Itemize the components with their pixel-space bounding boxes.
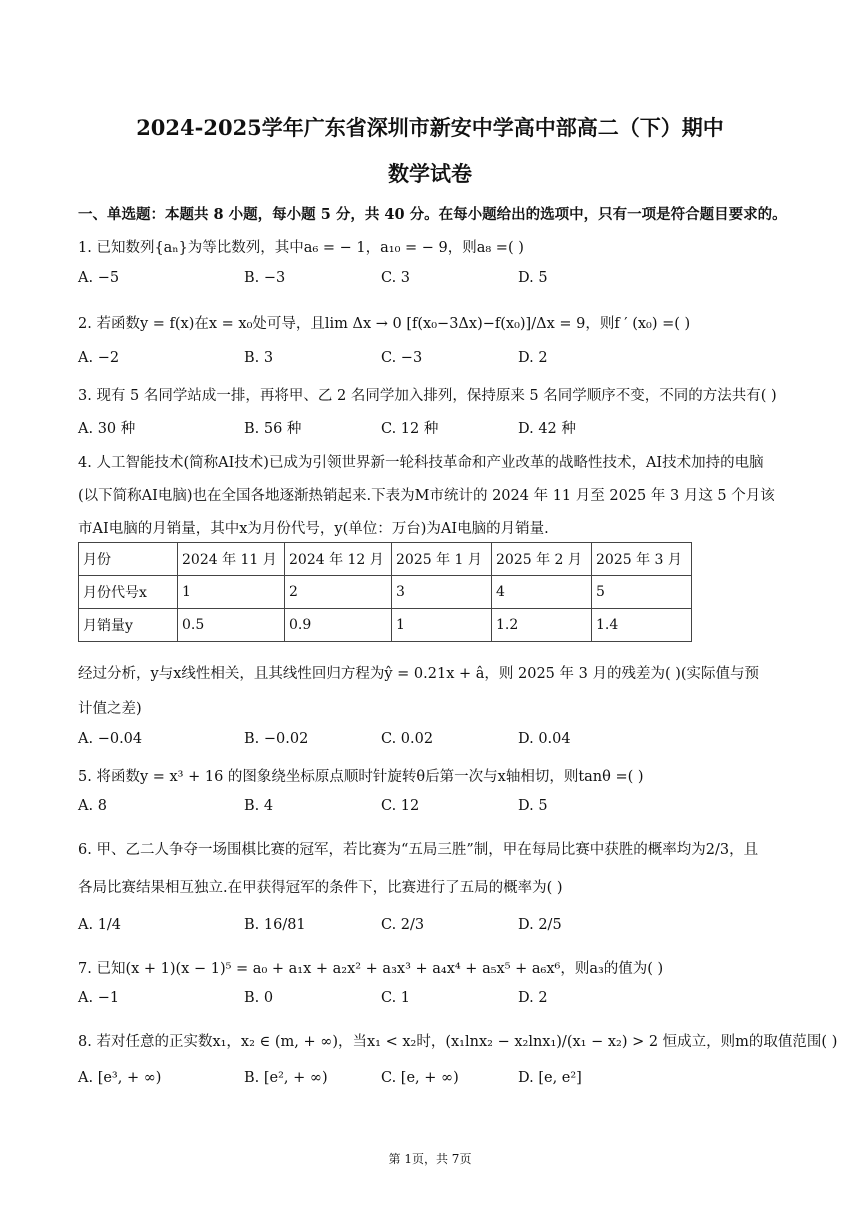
option-d: D. 2 — [518, 990, 548, 1006]
option-b: B. 4 — [244, 798, 274, 814]
question-1-stem: 1. 已知数列{aₙ}为等比数列，其中a₆ = − 1，a₁₀ = − 9，则a₈ =( ) — [78, 240, 524, 256]
table-cell: 1.4 — [592, 609, 692, 642]
table-row — [79, 543, 692, 576]
table-cell: 2024 年 12 月 — [285, 543, 392, 576]
option-d: D. 2/5 — [518, 917, 562, 933]
table-cell: 2 — [285, 576, 392, 609]
table-cell: 0.9 — [285, 609, 392, 642]
table-cell: 月销量y — [79, 609, 178, 642]
table-row — [79, 609, 692, 642]
question-7-stem: 7. 已知(x + 1)(x − 1)⁵ = a₀ + a₁x + a₂x² + a₃x³ + a₄x⁴ + a₅x⁵ + a₆x⁶，则a₃的值为( ) — [78, 961, 664, 977]
question-6-stem-line2: 各局比赛结果相互独立.在甲获得冠军的条件下，比赛进行了五局的概率为( ) — [78, 880, 563, 896]
question-4-stem-line1: 4. 人工智能技术(简称AI技术)已成为引领世界新一轮科技革命和产业改革的战略性技术，AI技术加持的电脑 — [78, 455, 764, 471]
option-c: C. 0.02 — [381, 731, 434, 747]
table-cell: 3 — [392, 576, 492, 609]
question-4-stem-line2: (以下简称AI电脑)也在全国各地逐渐热销起来.下表为M市统计的 2024 年 11 月至 2025 年 3 月这 5 个月该 — [78, 488, 775, 504]
question-5-stem: 5. 将函数y = x³ + 16 的图象绕坐标原点顺时针旋转θ后第一次与x轴相切，则tanθ =( ) — [78, 769, 644, 785]
exam-title-line2: 数学试卷 — [388, 161, 472, 186]
option-a: A. 30 种 — [78, 421, 136, 437]
question-4-after-line2: 计值之差) — [78, 701, 142, 717]
table-cell: 2025 年 1 月 — [392, 543, 492, 576]
option-c: C. 1 — [381, 990, 411, 1006]
option-c: C. −3 — [381, 350, 423, 366]
option-c: C. 2/3 — [381, 917, 425, 933]
question-8-stem: 8. 若对任意的正实数x₁，x₂ ∈ (m, + ∞)，当x₁ < x₂时，(x₁lnx₂ − x₂lnx₁)/(x₁ − x₂) > 2 恒成立，则m的取值范围( ) — [78, 1034, 838, 1050]
table-cell: 0.5 — [178, 609, 285, 642]
table-cell: 5 — [592, 576, 692, 609]
option-d: D. 2 — [518, 350, 548, 366]
option-b: B. −3 — [244, 270, 286, 286]
option-a: A. −0.04 — [78, 731, 143, 747]
option-d: D. 42 种 — [518, 421, 576, 437]
option-d: D. 5 — [518, 798, 548, 814]
option-a: A. −1 — [78, 990, 120, 1006]
table-cell: 4 — [492, 576, 592, 609]
table-row — [79, 576, 692, 609]
table-cell: 月份 — [79, 543, 178, 576]
option-a: A. −5 — [78, 270, 120, 286]
exam-title-line1: 2024-2025学年广东省深圳市新安中学高中部高二（下）期中 — [136, 115, 724, 140]
table-cell: 2025 年 3 月 — [592, 543, 692, 576]
sales-table — [78, 542, 692, 642]
option-a: A. 8 — [78, 798, 107, 814]
option-b: B. [e², + ∞) — [244, 1070, 328, 1086]
option-c: C. 12 — [381, 798, 420, 814]
option-a: A. [e³, + ∞) — [78, 1070, 162, 1086]
table-cell: 2024 年 11 月 — [178, 543, 285, 576]
option-c: C. 12 种 — [381, 421, 439, 437]
option-d: D. 0.04 — [518, 731, 571, 747]
question-4-stem-line3: 市AI电脑的月销量，其中x为月份代号，y(单位：万台)为AI电脑的月销量. — [78, 521, 549, 537]
table-cell: 月份代号x — [79, 576, 178, 609]
option-b: B. 0 — [244, 990, 274, 1006]
page-footer: 第 1页，共 7页 — [388, 1152, 472, 1166]
table-cell: 2025 年 2 月 — [492, 543, 592, 576]
option-d: D. 5 — [518, 270, 548, 286]
option-b: B. 3 — [244, 350, 274, 366]
option-d: D. [e, e²] — [518, 1070, 582, 1086]
option-c: C. [e, + ∞) — [381, 1070, 459, 1086]
table-cell: 1.2 — [492, 609, 592, 642]
table-cell: 1 — [392, 609, 492, 642]
option-b: B. 16/81 — [244, 917, 306, 933]
option-b: B. 56 种 — [244, 421, 302, 437]
table-cell: 1 — [178, 576, 285, 609]
section-heading: 一、单选题：本题共 8 小题，每小题 5 分，共 40 分。在每小题给出的选项中，只有一项是符合题目要求的。 — [78, 206, 787, 223]
question-4-after-line1: 经过分析，y与x线性相关，且其线性回归方程为ŷ = 0.21x + â，则 2025 年 3 月的残差为( )(实际值与预 — [78, 666, 760, 682]
option-c: C. 3 — [381, 270, 411, 286]
option-a: A. 1/4 — [78, 917, 122, 933]
option-b: B. −0.02 — [244, 731, 309, 747]
question-3-stem: 3. 现有 5 名同学站成一排，再将甲、乙 2 名同学加入排列，保持原来 5 名同学顺序不变，不同的方法共有( ) — [78, 388, 777, 404]
question-6-stem-line1: 6. 甲、乙二人争夺一场围棋比赛的冠军，若比赛为“五局三胜”制，甲在每局比赛中获胜的概率均为2/3，且 — [78, 842, 759, 858]
question-2-stem: 2. 若函数y = f(x)在x = x₀处可导，且lim Δx → 0 [f(x₀−3Δx)−f(x₀)]/Δx = 9，则f ′ (x₀) =( ) — [78, 316, 691, 332]
option-a: A. −2 — [78, 350, 120, 366]
